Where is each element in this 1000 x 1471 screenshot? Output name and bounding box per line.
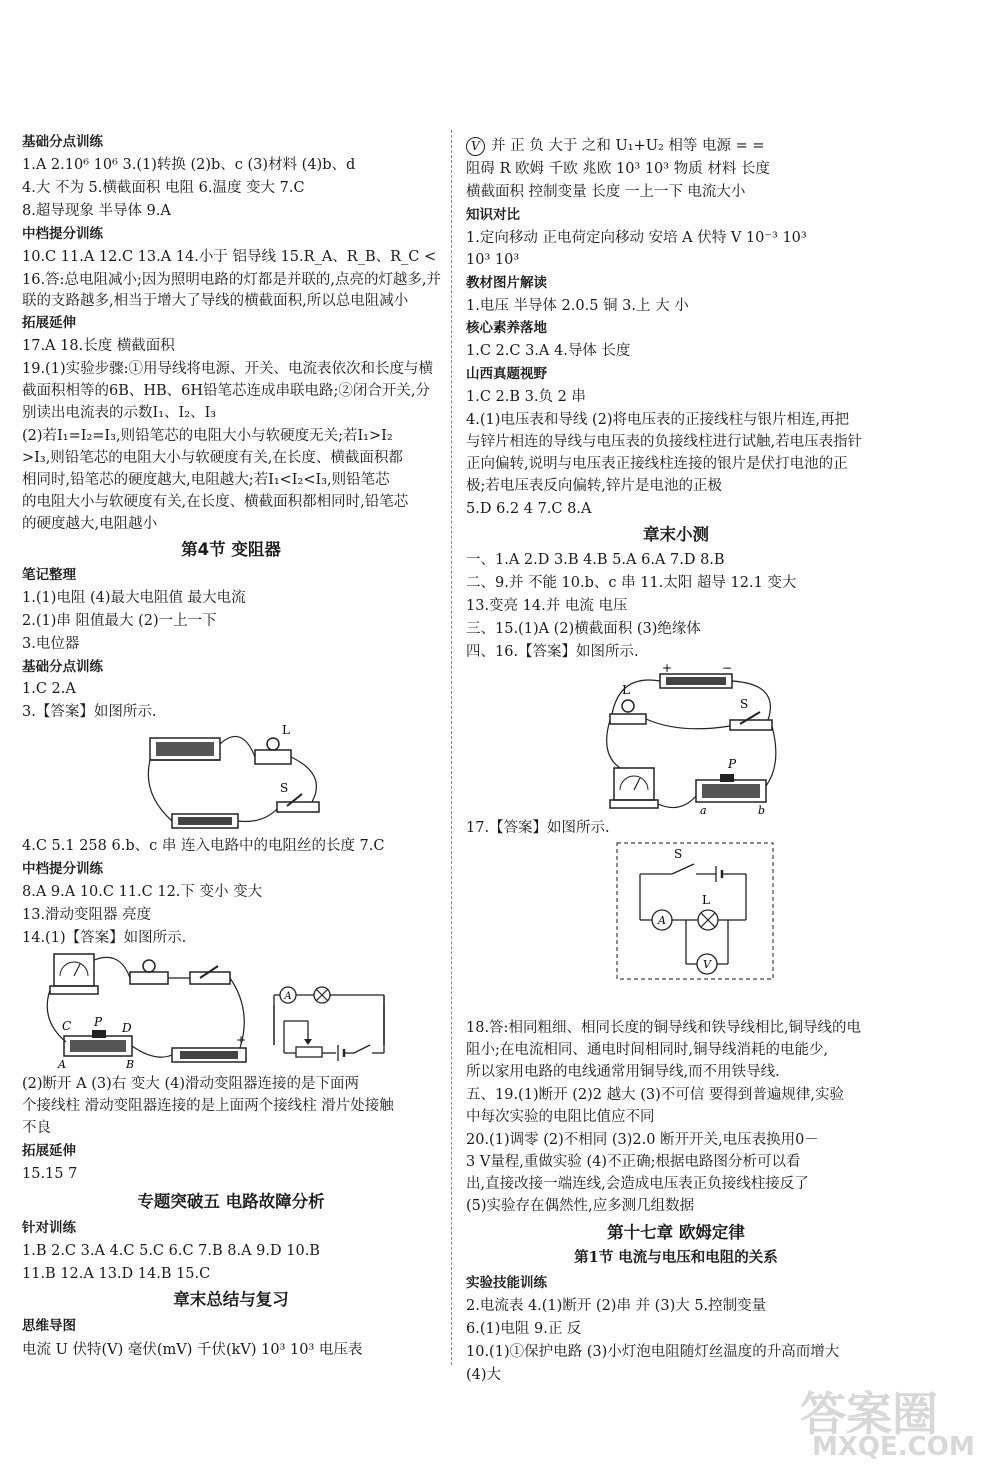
left-line-l18 [22,514,157,534]
answer-text: 4.(1)电压表和导线 (2)将电压表的正接线柱与银片相连,再把 [466,412,850,428]
answer-text: 一、1.A 2.D 3.B 4.B 5.A 6.A 7.D 8.B [466,552,725,568]
left-line-l32 [22,1074,359,1094]
answer-text: 1.B 2.C 3.A 4.C 5.C 6.C 7.B 8.A 9.D 10.B [22,1243,320,1259]
right-line-r15 [466,454,848,474]
left-line-l11 [22,359,433,379]
answer-text: 中每次实验的电阻比值应不同 [466,1109,655,1125]
answer-text: 13.变亮 14.并 电流 电压 [466,598,628,614]
answer-text: 3.【答案】如图所示. [22,704,157,720]
right-line-r08 [466,296,689,316]
left-line-l14 [22,426,393,446]
right-line-r36 [466,1273,547,1293]
left-line-l25 [22,679,76,699]
label-P: P [728,757,737,771]
answer-text: (4)大 [466,1367,502,1383]
label-a: a [700,804,707,816]
right-line-r30 [466,1130,819,1150]
answer-text: 4.大 不为 5.横截面积 电阻 6.温度 变大 7.C [22,180,305,196]
right-line-r29 [466,1107,655,1127]
answer-text: 第十七章 欧姆定律 [607,1223,745,1242]
left-line-l17 [22,492,408,512]
right-line-r35 [466,1248,886,1268]
left-line-l40 [22,1264,210,1284]
right-line-r25 [466,1018,861,1038]
right-line-r21 [466,596,627,616]
answer-text: 所以家用电路的电线通常用铜导线,而不用铁导线. [466,1064,780,1080]
label-A: A [58,1058,66,1070]
right-line-r03 [466,182,745,202]
left-line-l31 [22,928,186,948]
answer-text: 拓展延伸 [22,315,76,331]
right-line-r16 [466,476,722,496]
answer-text: 电流 U 伏特(V) 毫伏(mV) 千伏(kV) 10³ 10³ 电压表 [22,1342,363,1358]
answer-text: 联的支路越多,相当于增大了导线的横截面积,所以总电阻减小 [22,293,409,309]
left-line-l15 [22,448,403,468]
answer-text: 10³ 10³ [466,252,520,268]
left-line-l28 [22,859,103,879]
label-plus: + [236,1033,247,1047]
voltage-circle-icon: V [466,137,485,156]
answer-text: 8.A 9.A 10.C 11.C 12.下 变小 变大 [22,884,263,900]
right-line-r34 [466,1223,886,1243]
answer-text: 正向偏转,说明与电压表正接线柱连接的银片是伏打电池的正 [466,456,848,472]
watermark-site: MXQE.COM [812,1432,975,1462]
label-L: L [282,724,290,737]
answer-text: 1.A 2.10⁶ 10⁶ 3.(1)转换 (2)b、c (3)材料 (4)b、d [22,157,356,173]
right-line-r07 [466,273,547,293]
answer-text: 二、9.并 不能 10.b、c 串 11.太阳 超导 12.1 变大 [466,575,797,591]
right-line-r11 [466,364,547,384]
left-line-l43 [22,1340,362,1360]
right-line-r04 [466,205,520,225]
right-line-r37 [466,1296,766,1316]
label-D: D [122,1021,132,1035]
answer-text: 中档提分训练 [22,861,103,877]
right-line-r26 [466,1040,828,1060]
right-line-r27 [466,1062,780,1082]
right-line-r17 [466,499,591,519]
answer-text: 基础分点训练 [22,134,103,150]
answer-text: 相同时,铅笔芯的硬度越大,电阻越大;若I₁<I₂<I₃,则铅笔芯 [22,472,390,488]
answer-text: 2.(1)串 阻值最大 (2)一上一下 [22,613,217,629]
answer-text: 核心素养落地 [466,320,547,336]
circuit-figure-left-q14-schematic [268,985,393,1065]
voltmeter-label: V [703,958,711,971]
left-line-l08 [22,291,408,311]
left-line-l27 [22,836,385,856]
label-b: b [758,804,766,816]
right-line-r20 [466,573,796,593]
left-line-l30 [22,905,151,925]
answer-text: 18.答:相同粗细、相同长度的铜导线和铁导线相比,铜导线的电 [466,1020,862,1036]
right-line-r32 [466,1174,809,1194]
answer-text: 14.(1)【答案】如图所示. [22,930,187,946]
left-line-l09 [22,313,76,333]
label-S: S [740,697,749,711]
label-C: C [62,1019,72,1033]
answer-text: 别读出电流表的示数I₁、I₂、I₃ [22,405,217,421]
left-line-l41 [22,1290,440,1310]
label-L: L [702,893,710,907]
left-line-l26 [22,702,156,722]
answer-text: 山西真题视野 [466,366,547,382]
left-line-l42 [22,1316,76,1336]
left-line-l35 [22,1141,76,1161]
label-minus: − [722,664,733,675]
left-line-l23 [22,634,79,654]
circuit-figure-left-q3 [142,724,332,832]
answer-text: 17.【答案】如图所示. [466,820,610,836]
answer-text: 出,直接改接一端连线,会造成电压表正负接线柱接反了 [466,1176,809,1192]
answer-text: 的硬度越大,电阻越小 [22,516,158,532]
ammeter-label: A [658,914,666,927]
answer-text: 3.电位器 [22,636,80,652]
answer-text: 6.(1)电阻 9.正 反 [466,1321,582,1337]
answer-text: 实验技能训练 [466,1275,547,1291]
answer-text: 1.定向移动 正电荷定向移动 安培 A 伏特 V 10⁻³ 10³ [466,230,807,246]
answer-text: 截面积相等的6B、HB、6H铅笔芯连成串联电路;②闭合开关,分 [22,383,431,399]
answer-text: 3 V量程,重做实验 (4)不正确;根据电路图分析可以看 [466,1154,801,1170]
answer-text: 个接线柱 滑动变阻器连接的是上面两个接线柱 滑片处接触 [22,1098,394,1114]
answer-text: 专题突破五 电路故障分析 [137,1192,325,1211]
answer-text: 笔记整理 [22,567,76,583]
right-line-r19 [466,550,725,570]
left-line-l21 [22,588,246,608]
right-line-r31 [466,1152,800,1172]
answer-text: 1.电压 半导体 2.0.5 铜 3.上 大 小 [466,298,689,314]
answer-text: 17.A 18.长度 横截面积 [22,338,175,354]
right-line-r24 [466,818,610,838]
answer-text: 5.D 6.2 4 7.C 8.A [466,501,592,517]
right-line-r05 [466,228,807,248]
answer-text: 章末小测 [643,525,709,544]
answer-text: 思维导图 [22,1318,76,1334]
left-line-l36 [22,1164,77,1184]
answer-text: 不良 [22,1120,51,1136]
left-line-l07 [22,270,441,290]
answer-text: 五、19.(1)断开 (2)2 越大 (3)不可信 要得到普遍规律,实验 [466,1087,844,1103]
answer-text: 4.C 5.1 258 6.b、c 串 连入电路中的电阻丝的长度 7.C [22,838,385,854]
circuit-figure-right-q17 [616,842,774,980]
left-line-l02 [22,155,355,175]
answer-text: 10.C 11.A 12.C 13.A 14.小于 铝导线 15.R_A、R_B、R_C < [22,249,437,265]
right-line-r13 [466,410,849,430]
answer-text: 基础分点训练 [22,659,103,675]
label-plus: + [662,664,673,675]
left-line-l24 [22,657,103,677]
ammeter-label: A [284,991,292,1002]
left-line-l03 [22,178,305,198]
answer-text: 19.(1)实验步骤:①用导线将电源、开关、电流表依次和长度与横 [22,361,433,377]
left-line-l12 [22,381,430,401]
answer-text: 并 正 负 大于 之和 U₁+U₂ 相等 电源 = = [491,138,765,154]
answer-text: 知识对比 [466,207,520,223]
right-line-r02 [466,159,770,179]
answer-text: 2.电流表 4.(1)断开 (2)串 并 (3)大 5.控制变量 [466,1298,767,1314]
answer-text: 16.答:总电阻减小;因为照明电路的灯都是并联的,点亮的灯越多,并 [22,272,442,288]
right-line-r38 [466,1319,581,1339]
right-line-r40 [466,1365,501,1385]
answer-text: 1.C 2.A [22,681,76,697]
left-line-l34 [22,1118,51,1138]
right-line-r06 [466,250,519,270]
right-line-r10 [466,341,630,361]
left-line-l38 [22,1218,76,1238]
left-line-l29 [22,882,262,902]
answer-text: 针对训练 [22,1220,76,1236]
left-line-l04 [22,201,171,221]
answer-text: 第4节 变阻器 [181,540,281,559]
label-L: L [622,683,630,697]
right-line-r33 [466,1196,694,1216]
answer-text: 1.C 2.C 3.A 4.导体 长度 [466,343,631,359]
answer-text: 教材图片解读 [466,275,547,291]
left-line-l06 [22,247,436,267]
answer-text: 拓展延伸 [22,1143,76,1159]
left-line-l01 [22,132,103,152]
right-line-r12 [466,387,586,407]
answer-text: 11.B 12.A 13.D 14.B 15.C [22,1266,211,1282]
left-line-l37 [22,1192,440,1212]
label-S: S [674,847,683,861]
left-line-l05 [22,224,103,244]
watermark-logo: 答案圈 [800,1387,938,1441]
left-line-l16 [22,470,390,490]
left-line-l33 [22,1096,394,1116]
left-line-l22 [22,611,217,631]
answer-text: 1.(1)电阻 (4)最大电阻值 最大电流 [22,590,246,606]
answer-text: 章末总结与复习 [173,1290,289,1309]
right-line-r18 [466,525,886,545]
answer-text: 极;若电压表反向偏转,锌片是电池的正极 [466,478,722,494]
left-line-l20 [22,565,76,585]
label-P: P [94,1015,103,1029]
answer-text: 中档提分训练 [22,226,103,242]
circuit-figure-left-q14-physical [40,950,255,1070]
left-line-l19 [22,540,440,560]
answer-text: 8.超导现象 半导体 9.A [22,203,171,219]
answer-text: 1.C 2.B 3.负 2 串 [466,389,586,405]
answer-text: 20.(1)调零 (2)不相同 (3)2.0 断开开关,电压表换用0－ [466,1132,819,1148]
right-line-r01 [466,136,765,156]
answer-text: 阻小;在电流相同、通电时间相同时,铜导线消耗的电能少, [466,1042,829,1058]
left-line-l13 [22,403,216,423]
answer-text: (5)实验存在偶然性,应多测几组数据 [466,1198,695,1214]
label-S: S [280,781,289,795]
answer-text: 10.(1)①保护电路 (3)小灯泡电阻随灯丝温度的升高而增大 [466,1344,840,1360]
answer-text: 阻碍 R 欧姆 千欧 兆欧 10³ 10³ 物质 材料 长度 [466,161,770,177]
answer-text: 的电阻大小与软硬度有关,在长度、横截面积都相同时,铅笔芯 [22,494,409,510]
label-B: B [126,1058,135,1070]
answer-text: >I₃,则铅笔芯的电阻大小与软硬度有关,在长度、横截面积都 [22,450,403,466]
answer-text: 13.滑动变阻器 亮度 [22,907,152,923]
circuit-figure-right-q16 [600,664,782,816]
answer-text: 15.15 7 [22,1166,78,1182]
right-line-r28 [466,1085,844,1105]
right-line-r14 [466,432,862,452]
left-line-l39 [22,1241,320,1261]
answer-text: (2)断开 A (3)右 变大 (4)滑动变阻器连接的是下面两 [22,1076,360,1092]
answer-text: 第1节 电流与电压和电阻的关系 [574,1249,778,1266]
right-line-r22 [466,619,701,639]
right-line-r09 [466,318,547,338]
answer-text: (2)若I₁=I₂=I₃,则铅笔芯的电阻大小与软硬度无关;若I₁>I₂ [22,428,393,444]
answer-text: 与锌片相连的导线与电压表的负接线柱进行试触,若电压表指针 [466,434,863,450]
column-divider [451,130,452,1365]
left-line-l10 [22,336,175,356]
answer-text: 三、15.(1)A (2)横截面积 (3)绝缘体 [466,621,701,637]
right-line-r39 [466,1342,839,1362]
answer-text: 横截面积 控制变量 长度 一上一下 电流大小 [466,184,746,200]
answer-text: 四、16.【答案】如图所示. [466,644,639,660]
right-line-r23 [466,642,639,662]
